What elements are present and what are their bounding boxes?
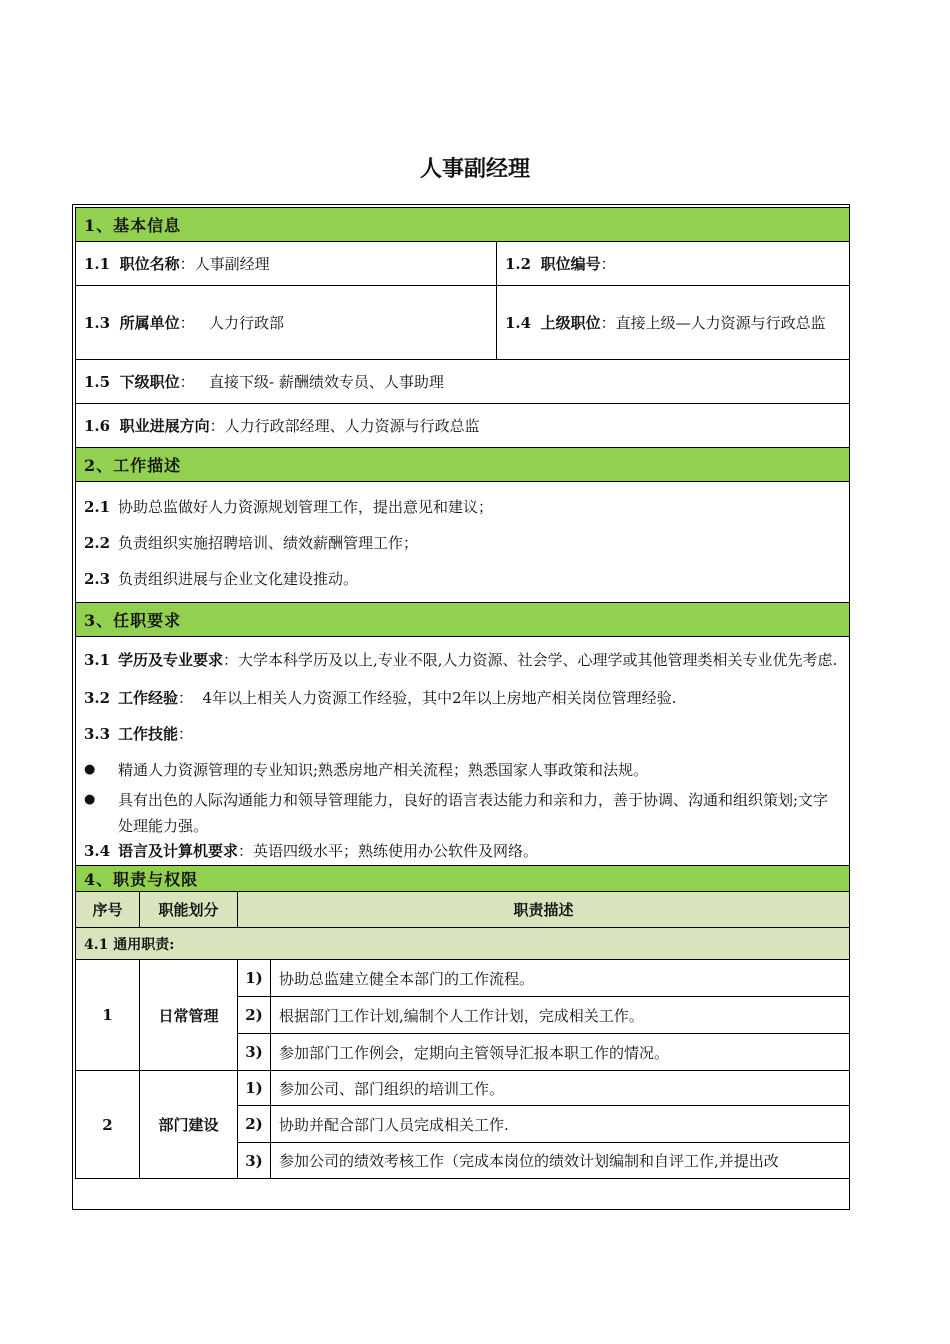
field-career-path: 1.6 职业进展方向：人力行政部经理、人力资源与行政总监: [76, 404, 850, 448]
duty-index: 1): [238, 960, 271, 997]
duty-text: 参加公司的绩效考核工作（完成本岗位的绩效计划编制和自评工作,并提出改: [271, 1143, 850, 1179]
req-skills: 3.3 工作技能：: [84, 725, 194, 743]
group-no: 2: [76, 1071, 140, 1179]
duty-index: 2): [238, 1106, 271, 1143]
list-item: ● 精通人力资源管理的专业知识;熟悉房地产相关流程；熟悉国家人事政策和法规。: [84, 761, 649, 779]
field-subordinates: 1.5 下级职位： 直接下级- 薪酬绩效专员、人事助理: [76, 360, 850, 404]
section-work-description-header: 2、工作描述: [76, 448, 850, 482]
section-duties-header: 4、职责与权限: [76, 866, 850, 892]
duty-index: 2): [238, 997, 271, 1034]
group-no: 1: [76, 960, 140, 1071]
requirements-list: [76, 637, 850, 866]
col-header-no: 序号: [76, 892, 140, 928]
list-item: 2.2 负责组织实施招聘培训、绩效薪酬管理工作；: [84, 534, 419, 552]
section-basic-info-header: 1、基本信息: [76, 208, 850, 242]
duty-index: 3): [238, 1034, 271, 1071]
job-description-table: [72, 204, 850, 1210]
col-header-function: 职能划分: [140, 892, 238, 928]
page-title: 人事副经理: [419, 157, 530, 182]
list-item: 2.1 协助总监做好人力资源规划管理工作，提出意见和建议；: [84, 498, 494, 516]
req-experience: 3.2 工作经验： 4年以上相关人力资源工作经验，其中2年以上房地产相关岗位管理经验.: [84, 689, 677, 707]
duty-text: 根据部门工作计划,编制个人工作计划，完成相关工作。: [271, 997, 850, 1034]
duty-index: 1): [238, 1071, 271, 1106]
group-function: 部门建设: [140, 1071, 238, 1179]
field-department: 1.3 所属单位： 人力行政部: [76, 286, 497, 360]
group-function: 日常管理: [140, 960, 238, 1071]
duty-text: 协助并配合部门人员完成相关工作.: [271, 1106, 850, 1143]
list-item: ● 具有出色的人际沟通能力和领导管理能力，良好的语言表达能力和亲和力，善于协调、沟通和组织策划;文字处理能力强。: [84, 791, 829, 835]
req-education: 3.1 学历及专业要求：大学本科学历及以上,专业不限,人力资源、社会学、心理学或其他管理类相关专业优先考虑.: [84, 651, 838, 669]
col-header-description: 职责描述: [238, 892, 850, 928]
duty-text: 参加部门工作例会，定期向主管领导汇报本职工作的情况。: [271, 1034, 850, 1071]
duty-text: 参加公司、部门组织的培训工作。: [271, 1071, 850, 1106]
field-position-code: 1.2 职位编号：: [497, 242, 850, 286]
field-superior: 1.4 上级职位：直接上级—人力资源与行政总监: [497, 286, 850, 360]
table-row: [76, 960, 850, 997]
section-requirements-header: 3、任职要求: [76, 603, 850, 637]
field-position-name: 1.1 职位名称：人事副经理: [76, 242, 497, 286]
duty-text: 协助总监建立健全本部门的工作流程。: [271, 960, 850, 997]
req-language: 3.4 语言及计算机要求：英语四级水平；熟练使用办公软件及网络。: [84, 842, 539, 860]
general-duties-label: 4.1 通用职责:: [76, 928, 850, 960]
duty-index: 3): [238, 1143, 271, 1179]
table-row: [76, 1071, 850, 1106]
list-item: 2.3 负责组织进展与企业文化建设推动。: [84, 570, 359, 588]
work-description-list: [76, 482, 850, 603]
